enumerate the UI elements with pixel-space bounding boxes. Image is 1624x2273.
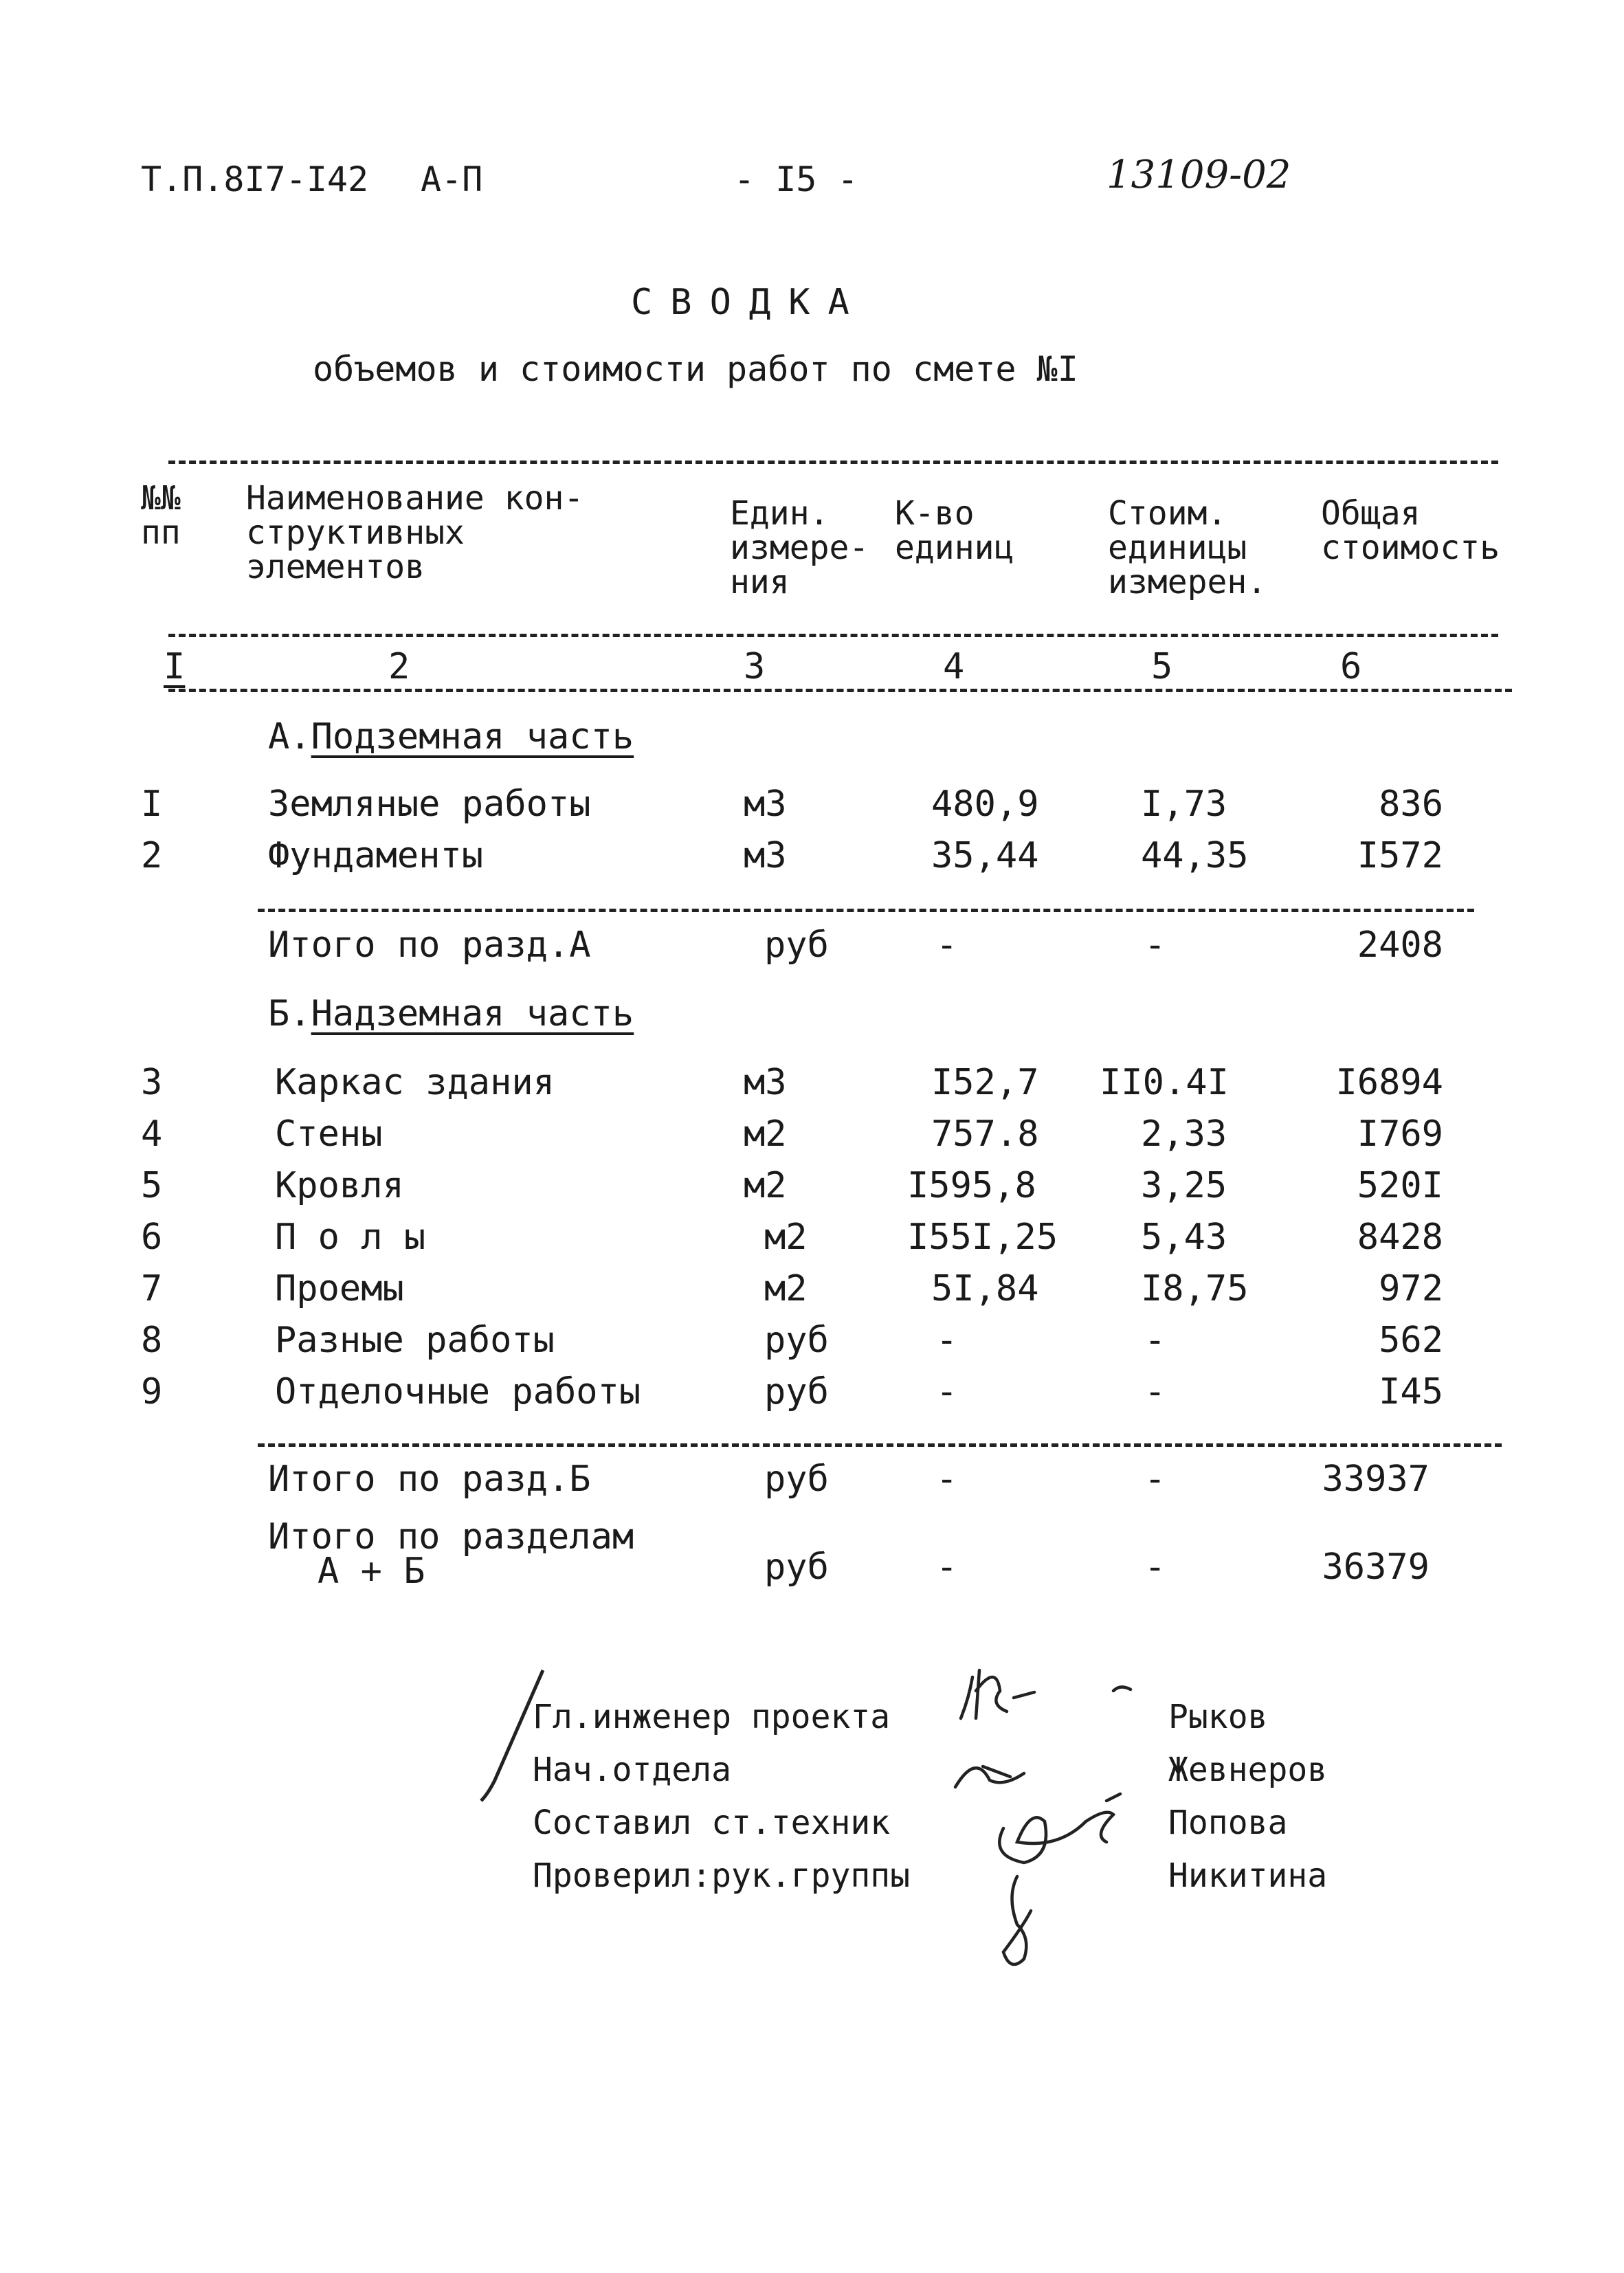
section-a-total-unit: руб bbox=[764, 924, 829, 966]
row-quantity: 757.8 bbox=[931, 1113, 1039, 1155]
row-name: Кровля bbox=[275, 1165, 404, 1206]
page-number: - I5 - bbox=[734, 159, 858, 199]
row-name: Фундаменты bbox=[268, 835, 484, 876]
row-quantity: 35,44 bbox=[931, 835, 1039, 876]
section-b-total-quantity: - bbox=[936, 1459, 958, 1500]
page-subtitle: объемов и стоимости работ по смете №I bbox=[313, 349, 1078, 389]
table-top-rule bbox=[168, 461, 1498, 464]
row-unit-price: 2,33 bbox=[1141, 1113, 1227, 1155]
row-total: I6894 bbox=[1335, 1062, 1443, 1103]
row-total: I45 bbox=[1379, 1371, 1443, 1412]
document-code: Т.П.8I7-I42 bbox=[141, 159, 369, 199]
signatory-name: Рыков bbox=[1168, 1698, 1268, 1736]
column-number-3: 3 bbox=[744, 646, 766, 687]
column-number-2: 2 bbox=[388, 646, 410, 687]
column-number-4: 4 bbox=[943, 646, 965, 687]
section-a-total-value: 2408 bbox=[1357, 924, 1443, 966]
column-header-name: Наименование кон- структивных элементов bbox=[246, 479, 584, 586]
section-b-total-unit: руб bbox=[764, 1459, 829, 1500]
row-number: 9 bbox=[141, 1371, 163, 1412]
row-unit: м3 bbox=[744, 835, 787, 876]
row-unit-price: 5,43 bbox=[1141, 1217, 1227, 1258]
grand-total-unit-price: - bbox=[1144, 1546, 1166, 1588]
section-a-total-quantity: - bbox=[936, 924, 958, 966]
row-unit: руб bbox=[764, 1371, 829, 1412]
row-total: I572 bbox=[1357, 835, 1443, 876]
handwritten-signature-icon bbox=[948, 1650, 1155, 1993]
signature-role: Проверил:рук.группы bbox=[533, 1856, 911, 1895]
signature-role: Нач.отдела bbox=[533, 1751, 731, 1789]
row-number: I bbox=[141, 784, 163, 825]
row-number: 6 bbox=[141, 1217, 163, 1258]
grand-total-unit: руб bbox=[764, 1546, 829, 1588]
section-a-total-rule bbox=[258, 909, 1474, 912]
row-unit: м2 bbox=[764, 1268, 808, 1309]
row-number: 3 bbox=[141, 1062, 163, 1103]
column-number-5: 5 bbox=[1151, 646, 1173, 687]
row-name: Земляные работы bbox=[268, 784, 591, 825]
row-number: 8 bbox=[141, 1320, 163, 1361]
row-unit-price: - bbox=[1144, 1371, 1166, 1412]
row-unit: м3 bbox=[744, 784, 787, 825]
row-unit-price: I8,75 bbox=[1141, 1268, 1249, 1309]
page-title: СВОДКА bbox=[631, 282, 867, 323]
row-total: I769 bbox=[1357, 1113, 1443, 1155]
row-unit-price: 3,25 bbox=[1141, 1165, 1227, 1206]
section-b-total-rule bbox=[258, 1443, 1502, 1447]
row-total: 520I bbox=[1357, 1165, 1443, 1206]
row-total: 8428 bbox=[1357, 1217, 1443, 1258]
table-header-rule bbox=[168, 634, 1498, 637]
row-unit: м2 bbox=[744, 1113, 787, 1155]
row-quantity: - bbox=[936, 1371, 958, 1412]
column-header-number: №№ пп bbox=[141, 479, 181, 552]
section-a-title: А.Подземная часть bbox=[268, 716, 634, 757]
section-b-total-label: Итого по разд.Б bbox=[268, 1459, 591, 1500]
row-name: Отделочные работы bbox=[275, 1371, 641, 1412]
signature-bracket-stroke bbox=[467, 1663, 550, 1815]
row-name: Стены bbox=[275, 1113, 383, 1155]
row-total: 562 bbox=[1379, 1320, 1443, 1361]
row-unit-price: II0.4I bbox=[1100, 1062, 1229, 1103]
signature-role: Гл.инженер проекта bbox=[533, 1698, 891, 1736]
row-quantity: I55I,25 bbox=[907, 1217, 1058, 1258]
column-number-6: 6 bbox=[1340, 646, 1362, 687]
section-b-total-unit-price: - bbox=[1144, 1459, 1166, 1500]
signatory-name: Жевнеров bbox=[1168, 1751, 1328, 1789]
column-header-total-cost: Общая стоимость bbox=[1321, 494, 1500, 567]
signature-role: Составил ст.техник bbox=[533, 1804, 891, 1842]
grand-total-label-line1: Итого по разделам bbox=[268, 1516, 634, 1557]
grand-total-value: 36379 bbox=[1322, 1546, 1430, 1588]
row-number: 7 bbox=[141, 1268, 163, 1309]
row-quantity: I595,8 bbox=[907, 1165, 1036, 1206]
row-quantity: 5I,84 bbox=[931, 1268, 1039, 1309]
row-number: 4 bbox=[141, 1113, 163, 1155]
section-b-title: Б.Надземная часть bbox=[268, 993, 634, 1034]
grand-total-quantity: - bbox=[936, 1546, 958, 1588]
row-unit-price: - bbox=[1144, 1320, 1166, 1361]
row-name: Проемы bbox=[275, 1268, 404, 1309]
section-a-total-label: Итого по разд.А bbox=[268, 924, 591, 966]
column-number-rule bbox=[168, 689, 1512, 692]
signatory-name: Попова bbox=[1168, 1804, 1288, 1842]
row-quantity: - bbox=[936, 1320, 958, 1361]
row-total: 836 bbox=[1379, 784, 1443, 825]
row-unit: м2 bbox=[764, 1217, 808, 1258]
signatory-name: Никитина bbox=[1168, 1856, 1328, 1895]
row-name: П о л ы bbox=[275, 1217, 426, 1258]
row-number: 2 bbox=[141, 835, 163, 876]
row-quantity: 480,9 bbox=[931, 784, 1039, 825]
row-quantity: I52,7 bbox=[931, 1062, 1039, 1103]
row-unit: м2 bbox=[744, 1165, 787, 1206]
row-name: Разные работы bbox=[275, 1320, 555, 1361]
section-a-total-unit-price: - bbox=[1144, 924, 1166, 966]
section-b-total-value: 33937 bbox=[1322, 1459, 1430, 1500]
column-header-unit-price: Стоим. единицы измерен. bbox=[1108, 494, 1267, 601]
row-unit-price: 44,35 bbox=[1141, 835, 1249, 876]
row-name: Каркас здания bbox=[275, 1062, 555, 1103]
row-unit-price: I,73 bbox=[1141, 784, 1227, 825]
document-part: А-П bbox=[421, 159, 483, 199]
row-total: 972 bbox=[1379, 1268, 1443, 1309]
column-header-quantity: К-во единиц bbox=[895, 494, 1014, 567]
column-header-unit: Един. измере- ния bbox=[730, 494, 869, 601]
row-unit: м3 bbox=[744, 1062, 787, 1103]
row-number: 5 bbox=[141, 1165, 163, 1206]
document-number: 13109-02 bbox=[1106, 153, 1291, 197]
column-number-1: I bbox=[164, 646, 186, 687]
row-unit: руб bbox=[764, 1320, 829, 1361]
grand-total-label-line2: А + Б bbox=[318, 1551, 425, 1592]
